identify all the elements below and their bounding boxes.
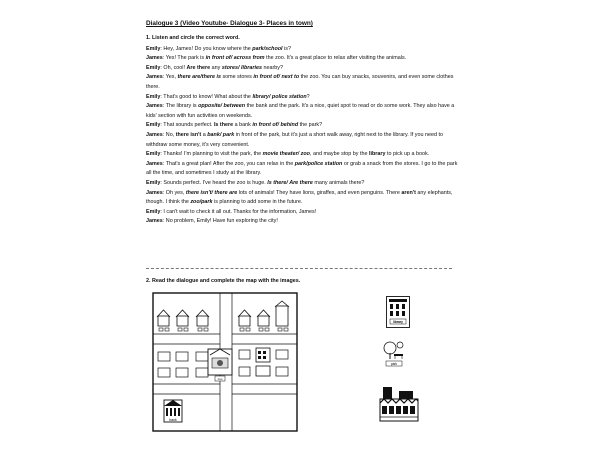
line-text: in front of the park, but it's just a short walk away, right next to the library. If you need to withdraw some money, it's very convenient. <box>146 131 443 148</box>
emphasis-text: aren't <box>401 189 416 196</box>
line-text: , and maybe stop by the <box>309 151 369 158</box>
choice-option: library/ police station <box>252 93 307 100</box>
zoo-label: zoo <box>217 377 223 381</box>
library-label: library <box>393 320 403 324</box>
dialogue-line: James: No problem, Emily! Have fun exploring the city! <box>146 218 278 225</box>
line-text: any elephants, though. I think the <box>146 189 453 206</box>
speaker-name: James <box>146 131 163 138</box>
dialogue-section <box>146 34 461 227</box>
park-label: park <box>390 362 398 366</box>
worksheet-title: Dialogue 3 (Video Youtube- Dialogue 3- Places in town) <box>146 20 313 27</box>
park-image <box>381 340 407 368</box>
choice-option: bank/ park <box>207 131 235 138</box>
line-text: the zoo. You can buy snacks, souvenirs, and even some clothes there. <box>146 74 454 90</box>
line-text: the zoo. It's a great place to relax after visiting the animals. <box>264 55 407 62</box>
choice-option: there isn't/ there are <box>185 189 238 196</box>
line-text: No, <box>165 131 176 138</box>
line-text: any <box>210 64 222 71</box>
choice-option: zoo/park <box>190 199 213 206</box>
dialogue-lines <box>146 45 461 227</box>
dialogue-line: James: That's a great plan! After the zoo, you can relax in the park/police station or grab a snack from the stores. I go to the park all the time, and sometimes I study at the library. <box>146 160 458 177</box>
line-text: The library is <box>165 103 199 110</box>
line-text: some stores <box>220 74 254 81</box>
choice-option: in front of/ next to <box>253 74 300 81</box>
choice-option: park/school <box>252 45 283 52</box>
choice-option: stores/ libraries <box>221 64 262 71</box>
speaker-name: James <box>146 74 163 81</box>
speaker-name: James <box>146 189 163 196</box>
line-text: No problem, Emily! Have fun exploring the city! <box>165 218 278 225</box>
line-text: I can't wait to check it all out. Thanks for the information, James! <box>163 208 317 215</box>
dialogue-line: Emily: Hey, James! Do you know where the park/school is? <box>146 45 291 52</box>
choice-option: park/police station <box>294 160 343 167</box>
choice-option: there are/there is <box>177 74 221 81</box>
speaker-name: James <box>146 103 163 110</box>
dialogue-line: James: Oh yes, there isn't/ there are lots of animals! They have lions, giraffes, and even penguins. There aren't any elephants, though. I think the zoo/park is planning to add some in the future. <box>146 189 453 206</box>
line-text: a <box>201 131 208 138</box>
speaker-name: James <box>146 55 163 62</box>
speaker-name: Emily <box>146 208 161 215</box>
dialogue-line: Emily: I can't wait to check it all out. Thanks for the information, James! <box>146 208 317 215</box>
line-text: nearby? <box>261 64 283 71</box>
line-text: is? <box>282 45 291 52</box>
line-text: Yes, <box>165 74 178 81</box>
speaker-name: Emily <box>146 45 161 52</box>
speaker-name: Emily <box>146 122 161 129</box>
line-text: is planning to add some in the future. <box>212 199 303 206</box>
line-text: Oh, cool! <box>163 64 187 71</box>
building-icon <box>256 348 270 376</box>
line-text: Yes! The park is <box>165 55 206 62</box>
dialogue-line: James: The library is opposite/ between the bank and the park. It's a nice, quiet spot to read or do some work. They also have a kids' section with fun activities on weekends. <box>146 103 455 119</box>
dialogue-line: Emily: Thanks! I'm planning to visit the park, the movie theater/ zoo, and maybe stop by the library to pick up a book. <box>146 151 430 158</box>
task-1-instruction: 1. Listen and circle the correct word. <box>146 35 240 41</box>
line-text: many animals there? <box>312 179 365 186</box>
speaker-name: Emily <box>146 93 161 100</box>
emphasis-text: Are there <box>186 64 211 71</box>
dialogue-line: James: Yes! The park is in front of/ across from the zoo. It's a great place to relax after visiting the animals. <box>146 55 407 62</box>
speaker-name: James <box>146 218 163 225</box>
line-text: That sounds perfect. <box>163 122 214 129</box>
line-text: lots of animals! They have lions, giraffes, and even penguins. There <box>237 189 402 196</box>
town-map <box>152 292 298 432</box>
stores-image <box>379 385 419 423</box>
choice-option: Is there/ Are there <box>267 179 313 186</box>
dialogue-line: Emily: Sounds perfect. I've heard the zoo is huge. Is there/ Are there many animals there? <box>146 179 365 186</box>
emphasis-text: there isn't <box>175 131 202 138</box>
bank-building <box>164 400 182 422</box>
line-text: a bank <box>233 122 253 129</box>
line-text: or grab a snack from the stores. I go to the park all the time, and sometimes I study at the library. <box>146 160 458 177</box>
section-divider <box>146 268 452 269</box>
line-text: Sounds perfect. I've heard the zoo is huge. <box>163 179 268 186</box>
emphasis-text: library <box>369 151 386 158</box>
library-image <box>386 296 410 328</box>
task-2-instruction: 2. Read the dialogue and complete the map with the images. <box>146 278 301 284</box>
choice-option: in front of/ behind <box>252 122 299 129</box>
dialogue-line: Emily: That sounds perfect. Is there a bank in front of/ behind the park? <box>146 122 323 129</box>
dialogue-line: James: Yes, there are/there is some stores in front of/ next to the zoo. You can buy snacks, souvenirs, and even some clothes there. <box>146 74 454 90</box>
line-text: to pick up a book. <box>385 151 430 158</box>
line-text: That's good to know! What about the <box>163 93 253 100</box>
line-text: Hey, James! Do you know where the <box>163 45 253 52</box>
line-text: the park? <box>298 122 323 129</box>
speaker-name: Emily <box>146 179 161 186</box>
choice-option: opposite/ between <box>198 103 246 110</box>
choice-option: in front of/ across from <box>205 55 265 62</box>
speaker-name: Emily <box>146 151 161 158</box>
line-text: Thanks! I'm planning to visit the park, the <box>163 151 263 158</box>
choice-option: movie theater/ zoo <box>262 151 310 158</box>
dialogue-line: James: No, there isn't a bank/ park in front of the park, but it's just a short walk away, right next to the library. If you need to withdraw some money, it's very convenient. <box>146 131 443 148</box>
speaker-name: James <box>146 160 163 167</box>
line-text: That's a great plan! After the zoo, you can relax in the <box>165 160 295 167</box>
emphasis-text: Is there <box>213 122 234 129</box>
bank-label: bank <box>169 418 177 422</box>
line-text: ? <box>306 93 310 100</box>
speaker-name: Emily <box>146 64 161 71</box>
dialogue-line: Emily: That's good to know! What about the library/ police station? <box>146 93 310 100</box>
line-text: Oh yes, <box>165 189 186 196</box>
line-text: the bank and the park. It's a nice, quiet spot to read or do some work. They also have a kids' section with fun activities on weekends. <box>146 103 455 119</box>
dialogue-line: Emily: Oh, cool! Are there any stores/ libraries nearby? <box>146 64 283 71</box>
